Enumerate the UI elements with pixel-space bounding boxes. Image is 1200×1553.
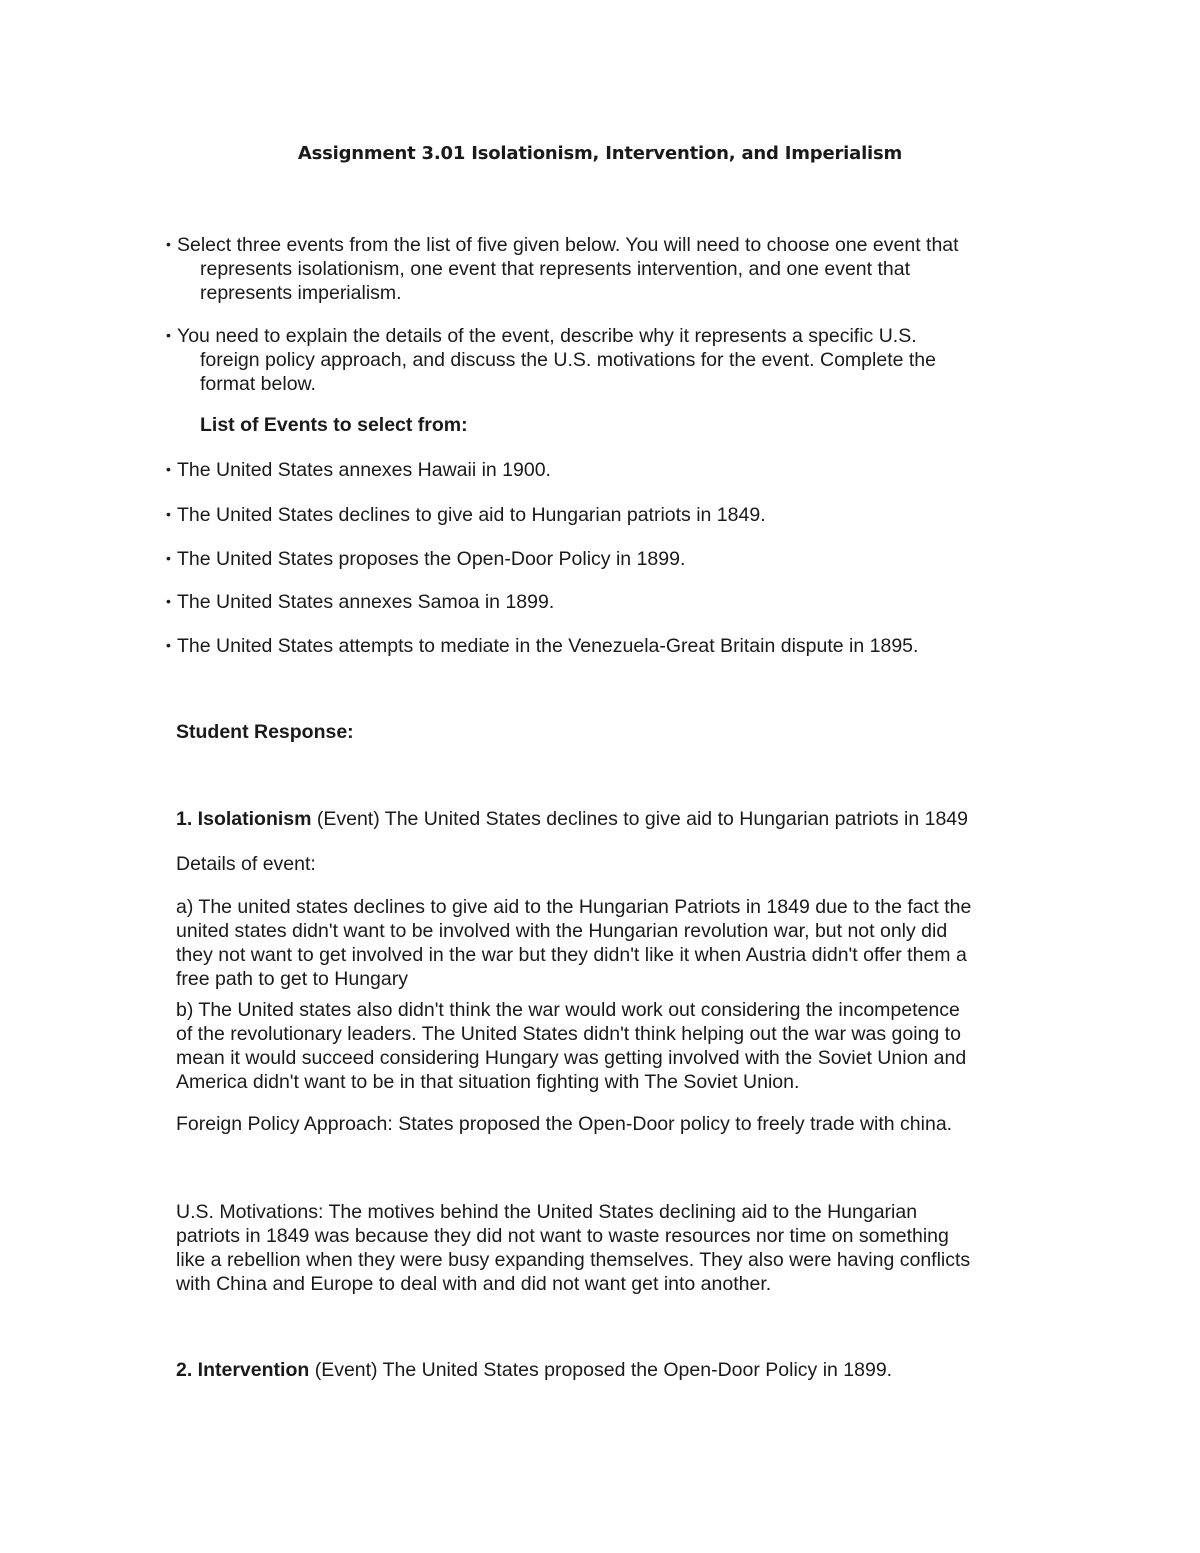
detail-b bbox=[176, 998, 1026, 1094]
detail-line: they not want to get involved in the war but they didn't like it when Austria didn't offer them a bbox=[176, 944, 967, 966]
response-1-label: 1. Isolationism bbox=[176, 808, 312, 830]
instruction-bullet-1 bbox=[166, 232, 1046, 305]
foreign-policy-approach: Foreign Policy Approach: States proposed the Open-Door policy to freely trade with china. bbox=[176, 1113, 953, 1135]
list-heading: List of Events to select from: bbox=[200, 414, 468, 436]
list-item: • The United States declines to give aid to Hungarian patriots in 1849. bbox=[166, 504, 766, 526]
instruction-line: foreign policy approach, and discuss the U.S. motivations for the event. Complete the bbox=[200, 349, 936, 371]
instruction-line: • You need to explain the details of the event, describe why it represents a specific U.S. bbox=[166, 325, 917, 347]
motivation-line: with China and Europe to deal with and did not want get into another. bbox=[176, 1273, 772, 1295]
response-1-heading bbox=[176, 807, 1026, 831]
list-item: • The United States annexes Hawaii in 1900. bbox=[166, 459, 551, 481]
instruction-bullet-2 bbox=[166, 323, 1046, 396]
response-2-label: 2. Intervention bbox=[176, 1359, 310, 1381]
motivation-line: patriots in 1849 was because they did not want to waste resources nor time on something bbox=[176, 1225, 949, 1247]
bullet-icon: • bbox=[166, 637, 171, 653]
response-1-event: (Event) The United States declines to give aid to Hungarian patriots in 1849 bbox=[311, 808, 968, 830]
us-motivations bbox=[176, 1200, 1026, 1296]
instruction-line: format below. bbox=[200, 373, 316, 395]
assignment-title: Assignment 3.01 Isolationism, Intervention, and Imperialism bbox=[297, 143, 903, 164]
detail-line: b) The United states also didn't think the war would work out considering the incompetence bbox=[176, 999, 960, 1021]
detail-line: a) The united states declines to give aid to the Hungarian Patriots in 1849 due to the fact the bbox=[176, 896, 972, 918]
detail-line: America didn't want to be in that situation fighting with The Soviet Union. bbox=[176, 1071, 800, 1093]
bullet-icon: • bbox=[166, 593, 171, 609]
details-label: Details of event: bbox=[176, 853, 316, 875]
response-2-heading bbox=[176, 1358, 1026, 1382]
list-item: • The United States proposes the Open-Door Policy in 1899. bbox=[166, 548, 686, 570]
bullet-icon: • bbox=[166, 461, 171, 477]
response-2-event: (Event) The United States proposed the Open-Door Policy in 1899. bbox=[309, 1359, 893, 1381]
list-item: • The United States attempts to mediate in the Venezuela-Great Britain dispute in 1895. bbox=[166, 635, 919, 657]
bullet-icon: • bbox=[166, 506, 171, 522]
instruction-line: • Select three events from the list of five given below. You will need to choose one event that bbox=[166, 234, 959, 256]
list-item: • The United States annexes Samoa in 1899. bbox=[166, 591, 555, 613]
student-response-heading: Student Response: bbox=[176, 721, 354, 743]
detail-a bbox=[176, 895, 1026, 991]
detail-line: united states didn't want to be involved with the Hungarian revolution war, but not only did bbox=[176, 920, 948, 942]
bullet-icon: • bbox=[166, 550, 171, 566]
detail-line: of the revolutionary leaders. The United States didn't think helping out the war was going to bbox=[176, 1023, 961, 1045]
bullet-icon: • bbox=[166, 236, 171, 252]
bullet-icon: • bbox=[166, 327, 171, 343]
detail-line: free path to get to Hungary bbox=[176, 968, 408, 990]
detail-line: mean it would succeed considering Hungary was getting involved with the Soviet Union and bbox=[176, 1047, 967, 1069]
motivation-line: U.S. Motivations: The motives behind the United States declining aid to the Hungarian bbox=[176, 1201, 918, 1223]
instruction-line: represents isolationism, one event that represents intervention, and one event that bbox=[200, 258, 911, 280]
motivation-line: like a rebellion when they were busy expanding themselves. They also were having conflicts bbox=[176, 1249, 971, 1271]
instruction-line: represents imperialism. bbox=[200, 282, 402, 304]
